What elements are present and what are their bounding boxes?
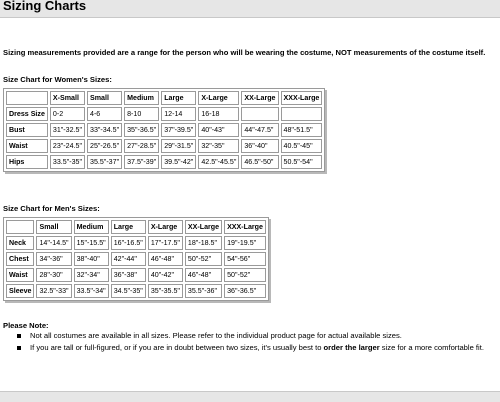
measurement-cell: 12-14 [161, 107, 196, 121]
note-availability-text: Not all costumes are available in all sizes. Please refer to the individual product page for actual available sizes. [30, 331, 402, 340]
measurement-cell: 35"-36.5" [124, 123, 159, 137]
notes-list [0, 331, 500, 355]
measurement-cell: 0-2 [50, 107, 85, 121]
measurement-cell: 28"-30" [36, 268, 71, 282]
size-header-cell: XX-Large [241, 91, 278, 105]
row-label: Waist [6, 268, 34, 282]
row-label: Sleeve [6, 284, 34, 298]
corner-cell [6, 91, 48, 105]
measurement-cell: 37.5"-39" [124, 155, 159, 169]
size-header-cell: X-Large [198, 91, 239, 105]
measurement-cell: 50"-52" [185, 252, 222, 266]
size-header-cell: XXX-Large [224, 220, 266, 234]
measurement-cell: 33.5"-34" [74, 284, 109, 298]
table-row [6, 139, 322, 153]
row-label: Waist [6, 139, 48, 153]
size-header-cell: Medium [124, 91, 159, 105]
title-bar [0, 0, 500, 18]
measurement-cell: 42.5"-45.5" [198, 155, 239, 169]
size-header-cell: XX-Large [185, 220, 222, 234]
measurement-cell: 34.5"-35" [111, 284, 146, 298]
measurement-cell [281, 107, 323, 121]
size-header-cell: X-Small [50, 91, 85, 105]
womens-size-table [3, 88, 325, 172]
measurement-cell: 46"-48" [148, 252, 183, 266]
page-title: Sizing Charts [3, 0, 87, 13]
measurement-cell: 40.5"-45" [281, 139, 323, 153]
size-header-cell: XXX-Large [281, 91, 323, 105]
note-size-advice-pre: If you are tall or full-figured, or if you are in doubt between two sizes, it's usually best to [30, 342, 324, 352]
measurement-cell: 23"-24.5" [50, 139, 85, 153]
mens-size-table [3, 217, 269, 301]
note-size-advice [0, 343, 500, 353]
measurement-cell: 33.5"-35" [50, 155, 85, 169]
measurement-cell: 44"-47.5" [241, 123, 278, 137]
measurement-cell: 37"-39.5" [161, 123, 196, 137]
measurement-cell: 54"-56" [224, 252, 266, 266]
measurement-cell: 36"-38" [111, 268, 146, 282]
measurement-cell: 31"-32.5" [50, 123, 85, 137]
note-size-advice-bold: order the larger [323, 342, 380, 352]
footer-bar [0, 391, 500, 402]
measurement-cell: 4-6 [87, 107, 122, 121]
size-header-cell: Small [87, 91, 122, 105]
measurement-cell: 50.5"-54" [281, 155, 323, 169]
womens-chart-caption: Size Chart for Women's Sizes: [3, 75, 112, 84]
measurement-cell: 35.5"-36" [185, 284, 222, 298]
measurement-cell: 36"-40" [241, 139, 278, 153]
measurement-cell: 16-18 [198, 107, 239, 121]
measurement-cell: 33"-34.5" [87, 123, 122, 137]
measurement-cell: 32"-35" [198, 139, 239, 153]
measurement-cell: 46"-48" [185, 268, 222, 282]
measurement-cell: 50"-52" [224, 268, 266, 282]
table-row [6, 252, 266, 266]
table-row [6, 284, 266, 298]
measurement-cell: 32.5"-33" [36, 284, 71, 298]
measurement-cell: 46.5"-50" [241, 155, 278, 169]
table-row [6, 155, 322, 169]
size-header-cell: Large [161, 91, 196, 105]
measurement-cell: 40"-43" [198, 123, 239, 137]
size-header-cell: Small [36, 220, 71, 234]
table-row [6, 123, 322, 137]
row-label: Neck [6, 236, 34, 250]
measurement-cell: 35"-35.5" [148, 284, 183, 298]
table-row [6, 107, 322, 121]
measurement-cell: 32"-34" [74, 268, 109, 282]
measurement-cell: 39.5"-42" [161, 155, 196, 169]
measurement-cell: 38"-40" [74, 252, 109, 266]
measurement-cell: 16"-16.5" [111, 236, 146, 250]
measurement-cell: 42"-44" [111, 252, 146, 266]
table-row [6, 236, 266, 250]
size-header-cell: Large [111, 220, 146, 234]
measurement-cell: 8-10 [124, 107, 159, 121]
measurement-cell: 27"-28.5" [124, 139, 159, 153]
measurement-cell: 36"-36.5" [224, 284, 266, 298]
measurement-cell: 15"-15.5" [74, 236, 109, 250]
row-label: Chest [6, 252, 34, 266]
corner-cell [6, 220, 34, 234]
measurement-cell: 29"-31.5" [161, 139, 196, 153]
note-size-advice-post: size for a more comfortable fit. [379, 342, 484, 352]
table-row [6, 268, 266, 282]
row-label: Dress Size [6, 107, 48, 121]
size-header-cell: X-Large [148, 220, 183, 234]
measurement-cell: 17"-17.5" [148, 236, 183, 250]
measurement-cell [241, 107, 278, 121]
header-row [6, 91, 322, 105]
measurement-cell: 19"-19.5" [224, 236, 266, 250]
row-label: Hips [6, 155, 48, 169]
size-header-cell: Medium [74, 220, 109, 234]
measurement-cell: 34"-36" [36, 252, 71, 266]
measurement-cell: 14"-14.5" [36, 236, 71, 250]
intro-text: Sizing measurements provided are a range for the person who will be wearing the costume, NOT measurements of the costume itself. [3, 48, 486, 57]
row-label: Bust [6, 123, 48, 137]
notes-heading: Please Note: [3, 321, 49, 330]
measurement-cell: 48"-51.5" [281, 123, 323, 137]
measurement-cell: 40"-42" [148, 268, 183, 282]
bullet-icon [17, 346, 21, 350]
measurement-cell: 35.5"-37" [87, 155, 122, 169]
note-availability [0, 331, 500, 341]
mens-chart-caption: Size Chart for Men's Sizes: [3, 204, 100, 213]
measurement-cell: 25"-26.5" [87, 139, 122, 153]
measurement-cell: 18"-18.5" [185, 236, 222, 250]
header-row [6, 220, 266, 234]
bullet-icon [17, 334, 21, 338]
